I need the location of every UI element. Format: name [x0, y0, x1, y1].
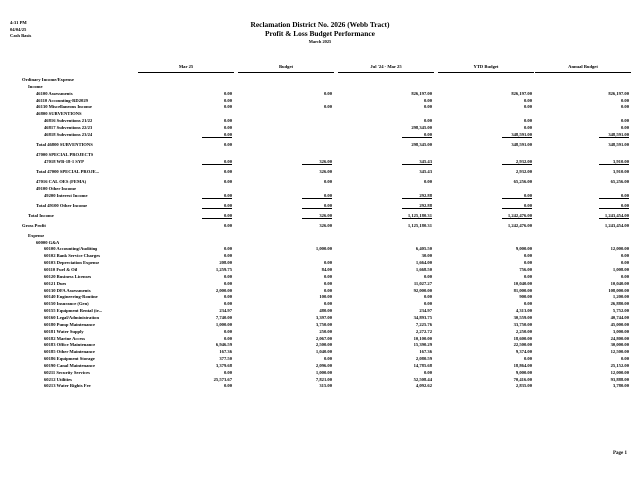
report-period: March 2025 [308, 39, 332, 44]
row-value: 348,591.00 [511, 131, 532, 137]
row-value: 2,272.72 [415, 328, 432, 334]
report-title: Reclamation District No. 2026 (Webb Tract) [250, 20, 390, 29]
row-value: 0.00 [620, 273, 629, 279]
row-value: 2,500.00 [315, 342, 332, 348]
row-value: 1,000.00 [315, 246, 332, 252]
row-value: 2,096.00 [315, 362, 332, 368]
row-value: 0.00 [223, 294, 232, 300]
row-value: 1,125,180.31 [407, 222, 432, 228]
row-value: 7,225.76 [415, 321, 432, 327]
row-label: 60212 Utilities [44, 376, 72, 382]
column-header-rule [238, 72, 334, 73]
column-header: Budget [278, 64, 294, 69]
subtotal-rule [302, 198, 332, 199]
row-label: 46817 Subventions 22/23 [44, 124, 93, 130]
row-value: 12,000.00 [610, 246, 629, 252]
row-value: 3,780.00 [612, 383, 629, 389]
subtotal-rule [402, 218, 432, 219]
row-value: 0.00 [223, 124, 232, 130]
row-value: 345.43 [419, 168, 432, 174]
subtotal-rule [599, 198, 629, 199]
row-value: 3,397.00 [315, 314, 332, 320]
row-value: 1,200.00 [612, 294, 629, 300]
row-value: 826,197.00 [411, 90, 432, 96]
subtotal-rule [402, 208, 432, 209]
row-value: 0.00 [523, 356, 532, 362]
row-value: 2,000.00 [215, 287, 232, 293]
row-value: 0.00 [223, 141, 232, 147]
row-value: 0.00 [223, 168, 232, 174]
row-value: 1,000.00 [215, 321, 232, 327]
row-value: 26,880.00 [610, 301, 629, 307]
row-value: 826,197.00 [511, 90, 532, 96]
row-value: 0.00 [523, 253, 532, 259]
row-value: 10,040.00 [610, 280, 629, 286]
report-title-block [0, 20, 640, 45]
row-value: 0.00 [620, 202, 629, 208]
row-value: 0.00 [223, 273, 232, 279]
subtotal-rule [202, 218, 232, 219]
row-value: 0.00 [423, 131, 432, 137]
row-label: 60110 Fuel & Oil [44, 267, 78, 272]
row-value: 0.00 [523, 301, 532, 307]
report-row [0, 192, 640, 199]
row-value: 0.00 [323, 280, 332, 286]
row-value: 0.00 [620, 253, 629, 259]
row-value: 1,664.00 [415, 260, 432, 266]
row-value: 167.36 [219, 349, 232, 355]
subtotal-rule [502, 218, 532, 219]
row-value: 30,000.00 [610, 342, 629, 348]
row-value: 0.00 [223, 246, 232, 252]
row-value: 34,893.75 [413, 314, 432, 320]
page-number: Page 1 [612, 451, 627, 456]
row-value: 70,416.00 [513, 376, 532, 382]
row-value: 326.00 [319, 158, 332, 164]
row-value: 0.00 [423, 301, 432, 307]
row-value: 0.00 [523, 124, 532, 130]
row-label: 60103 Depreciation Expense [44, 260, 100, 266]
row-label: 46130 Miscellaneous Income [36, 104, 92, 110]
row-value: 348,591.00 [511, 141, 532, 147]
row-value: 0.00 [223, 192, 232, 198]
row-value: 1,243,454.00 [604, 222, 629, 228]
row-label: 60186 Equipment Storage [44, 356, 95, 362]
row-value: 3,910.00 [612, 158, 629, 164]
row-label: 46816 Subventions 21/22 [44, 118, 93, 124]
subtotal-rule [202, 198, 232, 199]
row-value: 81,000.00 [513, 287, 532, 293]
row-value: 1,242,476.00 [507, 222, 532, 228]
row-value: 234.97 [419, 308, 432, 314]
row-value: 0.00 [620, 260, 629, 266]
row-label: 60130 DFA Assessments [44, 287, 91, 293]
row-value: 0.00 [620, 356, 629, 362]
row-value: 3,750.00 [315, 321, 332, 327]
column-header: YTD Budget [473, 64, 499, 69]
row-value: 2,932.00 [515, 168, 532, 174]
subtotal-rule [302, 208, 332, 209]
row-value: 208.00 [219, 260, 232, 266]
row-label: 47000 SPECIAL PROJECTS [36, 151, 94, 157]
row-value: 348,591.00 [608, 141, 629, 147]
row-label: Expense [28, 232, 45, 238]
row-value: 0.00 [323, 90, 332, 96]
row-value: 3,379.68 [215, 362, 232, 368]
row-value: 0.00 [423, 294, 432, 300]
row-value: 0.00 [323, 260, 332, 266]
subtotal-rule [202, 208, 232, 209]
row-label: 46110 Accounting-RD2029 [36, 97, 88, 103]
row-value: 9,000.00 [515, 246, 532, 252]
row-value: 5,752.00 [612, 308, 629, 314]
row-value: 93,888.00 [610, 376, 629, 382]
row-value: 2,932.00 [515, 158, 532, 164]
row-value: 18,600.00 [513, 335, 532, 341]
row-value: 1,242,476.00 [507, 212, 532, 218]
row-label: 60182 Marine Access [44, 335, 86, 341]
row-label: 60213 Water Rights Fee [44, 383, 91, 389]
row-value: 0.00 [523, 118, 532, 124]
row-value: 0.00 [323, 192, 332, 198]
row-value: 756.00 [519, 267, 532, 272]
row-value: 0.00 [323, 273, 332, 279]
report-row [0, 158, 640, 165]
row-value: 0.00 [323, 287, 332, 293]
row-value: 0.00 [523, 104, 532, 110]
row-value: 1,008.00 [612, 267, 629, 272]
row-value: 0.00 [423, 118, 432, 124]
row-value: 12,500.00 [610, 349, 629, 355]
row-value: 326.00 [319, 168, 332, 174]
print-date: 04/04/25 [10, 26, 27, 32]
row-value: 0.00 [523, 273, 532, 279]
row-label: 60211 Security Services [44, 369, 90, 375]
row-value: 480.00 [319, 308, 332, 314]
row-value: 0.00 [620, 97, 629, 103]
column-header-rule [535, 72, 631, 73]
subtotal-rule [302, 164, 332, 165]
row-value: 18,864.00 [513, 362, 532, 368]
row-value: 0.00 [620, 192, 629, 198]
row-value: 0.00 [223, 301, 232, 307]
row-value: 900.00 [519, 294, 532, 300]
row-value: 0.00 [323, 202, 332, 208]
row-label: 60190 Canal Maintenance [44, 362, 96, 368]
row-value: 6,946.59 [215, 342, 232, 348]
subtotal-rule [599, 137, 629, 138]
accounting-basis: Cash Basis [10, 33, 32, 38]
row-label: 46100 Assessments [36, 90, 73, 96]
row-value: 0.00 [423, 273, 432, 279]
row-value: 52,508.44 [413, 376, 432, 382]
row-value: 0.00 [223, 328, 232, 334]
row-value: 100.00 [319, 294, 332, 300]
row-label: 60120 Business Licenses [44, 273, 92, 279]
row-label: 46818 Subventions 23/24 [44, 131, 93, 137]
row-value: 1,125,180.31 [407, 212, 432, 218]
row-value: 45,000.00 [610, 321, 629, 327]
row-value: 0.00 [223, 280, 232, 286]
row-value: 0.00 [223, 97, 232, 103]
subtotal-rule [502, 208, 532, 209]
row-label: 60155 Equipment Rental (ie... [44, 308, 103, 314]
row-value: 2,067.00 [315, 335, 332, 341]
subtotal-rule [502, 198, 532, 199]
row-value: 0.00 [523, 202, 532, 208]
row-label: Total 49100 Other Income [36, 202, 88, 208]
row-value: 15,390.29 [413, 342, 432, 348]
row-label: 60160 Legal/Administration [44, 314, 99, 320]
print-time: 4:31 PM [10, 20, 27, 25]
row-value: 1,668.50 [415, 267, 432, 272]
row-value: 0.00 [423, 369, 432, 375]
row-value: 2,080.59 [415, 356, 432, 362]
row-value: 108,000.00 [608, 287, 629, 293]
row-label: Gross Profit [22, 222, 46, 228]
row-value: 10,100.00 [413, 335, 432, 341]
column-header-rule [438, 72, 534, 73]
column-header: Annual Budget [568, 64, 598, 69]
row-value: 0.00 [223, 202, 232, 208]
subtotal-rule [202, 137, 232, 138]
row-label: 46800 SUBVENTIONS [36, 111, 82, 117]
row-value: 1,259.75 [215, 267, 232, 272]
row-value: 14,785.68 [413, 362, 432, 368]
row-value: 84.00 [321, 267, 332, 272]
report-row [0, 202, 640, 209]
row-value: 0.00 [223, 369, 232, 375]
row-label: 60180 Pump Maintenance [44, 321, 96, 327]
row-value: 326.00 [319, 222, 332, 228]
row-value: 9,374.00 [515, 349, 532, 355]
row-value: 1,000.00 [315, 369, 332, 375]
row-value: 65,256.00 [513, 178, 532, 184]
row-value: 0.00 [223, 158, 232, 164]
row-value: 24,800.00 [610, 335, 629, 341]
row-value: 0.00 [620, 124, 629, 130]
row-value: 10,040.00 [513, 280, 532, 286]
row-value: 30,559.00 [513, 314, 532, 320]
subtotal-rule [402, 198, 432, 199]
subtotal-rule [402, 164, 432, 165]
report-row [0, 212, 640, 219]
row-value: 0.00 [223, 335, 232, 341]
subtotal-rule [302, 218, 332, 219]
row-value: 345.43 [419, 158, 432, 164]
row-value: 348,591.00 [608, 131, 629, 137]
row-value: 0.00 [323, 104, 332, 110]
row-value: 2,835.00 [515, 383, 532, 389]
row-value: 30.00 [421, 253, 432, 259]
row-label: 60140 Engineering-Routine [44, 294, 98, 300]
row-value: 33,750.00 [513, 321, 532, 327]
row-value: 0.00 [223, 131, 232, 137]
row-value: 0.00 [423, 178, 432, 184]
row-value: 0.00 [223, 118, 232, 124]
row-label: 60150 Insurance (Gen) [44, 301, 89, 307]
subtotal-rule [202, 164, 232, 165]
report-row [0, 382, 640, 389]
row-label: 60181 Water Supply [44, 328, 84, 334]
subtotal-rule [502, 164, 532, 165]
row-value: 6,405.50 [415, 246, 432, 252]
row-value: 0.00 [223, 253, 232, 259]
row-value: 292.88 [419, 202, 432, 208]
row-label: 60100 Accounting/Auditing [44, 246, 98, 252]
row-value: 7,821.00 [315, 376, 332, 382]
column-header-rule [338, 72, 434, 73]
row-value: 292.88 [419, 192, 432, 198]
row-value: 12,000.00 [610, 369, 629, 375]
row-value: 0.00 [223, 104, 232, 110]
row-value: 234.97 [219, 308, 232, 314]
row-label: 60102 Bank Service Charges [44, 253, 101, 259]
row-value: 250.00 [319, 328, 332, 334]
report-row [0, 168, 640, 175]
row-value: 0.00 [223, 212, 232, 218]
row-value: 40,744.00 [610, 314, 629, 320]
row-label: 47016 CAL OES (FEMA) [36, 178, 87, 184]
row-value: 3,000.00 [612, 328, 629, 334]
row-label: Total 47000 SPECIAL PROJE... [36, 168, 100, 174]
row-label: 49200 Interest Income [44, 192, 88, 198]
row-value: 4,092.62 [415, 383, 432, 389]
row-value: 0.00 [620, 118, 629, 124]
row-label: Total Income [28, 212, 54, 218]
row-label: 47018 WB-18-1 SYP [44, 158, 84, 164]
report-subtitle: Profit & Loss Budget Performance [265, 29, 375, 38]
subtotal-rule [599, 164, 629, 165]
row-value: 0.00 [423, 97, 432, 103]
row-value: 4,313.00 [515, 308, 532, 314]
row-value: 298,345.00 [411, 141, 432, 147]
subtotal-rule [502, 137, 532, 138]
row-value: 826,197.00 [608, 90, 629, 96]
row-value: 65,256.00 [610, 178, 629, 184]
subtotal-rule [402, 137, 432, 138]
row-value: 0.00 [523, 192, 532, 198]
row-value: 0.00 [223, 383, 232, 389]
row-label: Income [28, 83, 43, 89]
subtotal-rule [599, 208, 629, 209]
column-header: Mar 25 [178, 64, 194, 69]
row-value: 25,152.00 [610, 362, 629, 368]
row-value: 0.00 [523, 97, 532, 103]
row-value: 0.00 [620, 104, 629, 110]
row-value: 0.00 [423, 104, 432, 110]
row-value: 377.50 [219, 356, 232, 362]
row-label: 60121 Dues [44, 280, 67, 286]
row-value: 11,027.27 [413, 280, 432, 286]
row-value: 1,040.00 [315, 349, 332, 355]
row-label: 60183 Office Maintenance [44, 342, 96, 348]
row-value: 22,500.00 [513, 342, 532, 348]
row-value: 9,000.00 [515, 369, 532, 375]
row-value: 167.36 [419, 349, 432, 355]
row-value: 0.00 [223, 90, 232, 96]
row-value: 326.00 [319, 212, 332, 218]
row-value: 92,000.00 [413, 287, 432, 293]
column-header-rule [138, 72, 234, 73]
row-value: 0.00 [323, 301, 332, 307]
column-header: Jul '24 - Mar 25 [370, 64, 402, 69]
row-value: 3,910.00 [612, 168, 629, 174]
row-value: 2,250.00 [515, 328, 532, 334]
row-value: 315.00 [319, 383, 332, 389]
row-value: 25,573.67 [213, 376, 232, 382]
report-row [0, 131, 640, 138]
report-row [0, 141, 640, 148]
row-value: 1,243,454.00 [604, 212, 629, 218]
row-label: Ordinary Income/Expense [22, 77, 74, 82]
row-label: 60000 G&A [36, 239, 60, 245]
report-row [0, 222, 640, 229]
subtotal-rule [599, 218, 629, 219]
row-label: Total 46800 SUBVENTIONS [36, 141, 93, 147]
row-value: 0.00 [523, 260, 532, 266]
row-value: 0.00 [223, 178, 232, 184]
row-value: 0.00 [323, 356, 332, 362]
row-label: 49100 Other Income [36, 185, 76, 191]
row-value: 0.00 [323, 178, 332, 184]
row-value: 298,345.00 [411, 124, 432, 130]
row-value: 7,740.00 [215, 314, 232, 320]
row-label: 60185 Other Maintenance [44, 349, 95, 355]
row-value: 0.00 [223, 222, 232, 228]
